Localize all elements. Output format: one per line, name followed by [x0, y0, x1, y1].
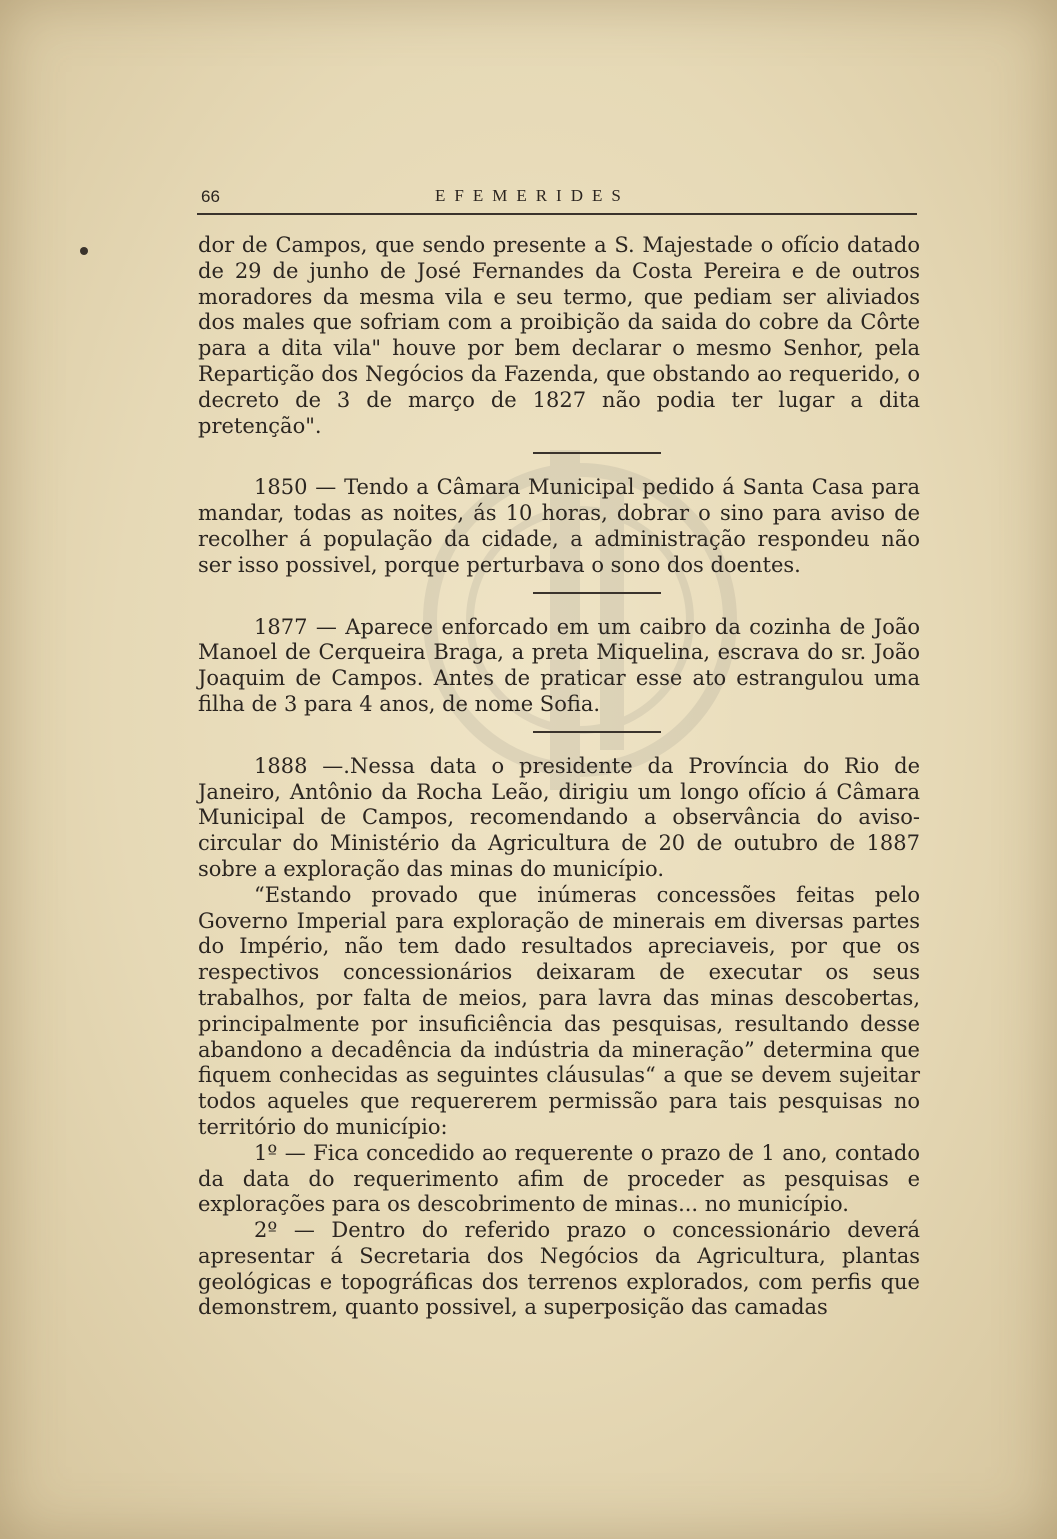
page-body [198, 233, 920, 1321]
paragraph: 1888 —.Nessa data o presidente da Província do Rio de Janeiro, Antônio da Rocha Leão, dirigiu um longo ofício á Câmara Municipal de Campos, recomendando a observância do aviso-circular do Ministério da Agricultura de 20 de outubro de 1887 sobre a exploração das minas do município. [198, 753, 920, 881]
entry-separator [533, 592, 661, 594]
clause-2: 2º — Dentro do referido prazo o concessionário deverá apresentar á Secretaria dos Negócios da Agricultura, plantas geológicas e topográficas dos terrenos explorados, com perfis que demonstrem, quanto possivel, a superposição das camadas [198, 1218, 920, 1320]
entry-separator [533, 731, 661, 733]
entry-1877 [198, 615, 920, 718]
page-number: 66 [201, 187, 220, 206]
paragraph: 1877 — Aparece enforcado em um caibro da cozinha de João Manoel de Cerqueira Braga, a preta Miquelina, escrava do sr. João Joaquim de Campos. Antes de praticar esse ato estrangulou uma filha de 3 para 4 anos, de nome Sofia. [198, 614, 920, 716]
entry-1888 [198, 754, 920, 1322]
page-header [197, 183, 917, 215]
entry-separator [533, 452, 661, 454]
entry-1850 [198, 475, 920, 578]
binding-hole-mark [80, 247, 88, 255]
running-title: EFEMERIDES [435, 186, 630, 205]
paragraph-quote: “Estando provado que inúmeras concessões feitas pelo Governo Imperial para exploração de minerais em diversas partes do Império, não tem dado resultados apreciaveis, por que os respectivos concessionários deixaram de executar os seus trabalhos, por falta de meios, para lavra das minas descobertas, principalmente por insuficiência das pesquisas, resultando desse abandono a decadência da indústria da mineração” determina que fiquem conhecidas as seguintes cláusulas“ a que se devem sujeitar todos aqueles que requererem permissão para tais pesquisas no território do município: [198, 882, 920, 1139]
paragraph: dor de Campos, que sendo presente a S. Majestade o ofício datado de 29 de junho de José Fernandes da Costa Pereira e de outros moradores da mesma vila e seu termo, que pediam ser aliviados dos males que sofriam com a proibição da saida do cobre da Côrte para a dita vila" houve por bem declarar o mesmo Senhor, pela Repartição dos Negócios da Fazenda, que obstando ao requerido, o decreto de 3 de março de 1827 não podia ter lugar a dita pretenção". [198, 233, 920, 438]
paragraph: 1850 — Tendo a Câmara Municipal pedido á Santa Casa para mandar, todas as noites, ás 10 horas, dobrar o sino para aviso de recolher á população da cidade, a administração respondeu não ser isso possivel, porque perturbava o sono dos doentes. [198, 475, 920, 577]
clause-1: 1º — Fica concedido ao requerente o prazo de 1 ano, contado da data do requerimento afim de proceder as pesquisas e explorações para os descobrimento de minas... no município. [198, 1140, 920, 1217]
entry-continuation [198, 233, 920, 439]
